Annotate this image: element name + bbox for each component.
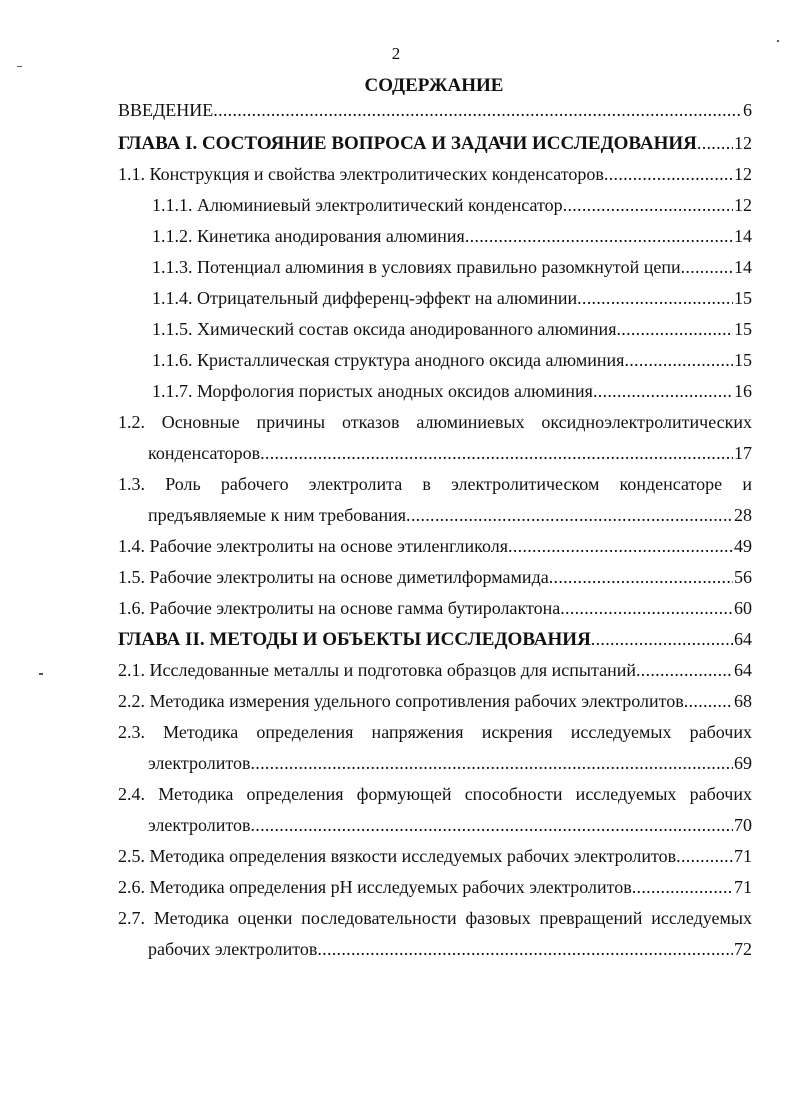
scan-speck: [17, 66, 22, 67]
toc-page-number: 14: [734, 257, 752, 277]
table-of-contents: [118, 95, 752, 965]
toc-page-number: 17: [734, 443, 752, 463]
toc-entry-text: 2.1. Исследованные металлы и подготовка образцов для испытаний: [118, 660, 636, 680]
toc-page-number: 60: [734, 598, 752, 618]
toc-entry: [118, 779, 752, 841]
toc-entry-continuation: электролитов: [148, 815, 251, 835]
toc-entry-introduction: [118, 95, 752, 126]
toc-entry-text: 2.2. Методика измерения удельного сопротивления рабочих электролитов: [118, 691, 684, 711]
toc-entry: [118, 841, 752, 872]
toc-entry: [118, 221, 752, 252]
toc-entry: [118, 469, 752, 531]
toc-entry: [118, 376, 752, 407]
toc-entry-text: 1.5. Рабочие электролиты на основе диметилформамида: [118, 567, 549, 587]
toc-entry-text: 1.1.1. Алюминиевый электролитический конденсатор: [152, 195, 563, 215]
toc-entry: [118, 159, 752, 190]
toc-entry-text: ВВЕДЕНИЕ: [118, 100, 214, 120]
toc-page-number: 68: [734, 691, 752, 711]
toc-entry: [118, 283, 752, 314]
toc-entry-continuation: рабочих электролитов: [148, 939, 318, 959]
toc-entry-chapter-1: [118, 128, 752, 159]
toc-entry-text: 1.2. Основные причины отказов алюминиевых оксидноэлектролитических: [118, 412, 752, 432]
toc-entry-text: 2.4. Методика определения формующей способности исследуемых рабочих: [118, 784, 752, 804]
toc-page-number: 56: [734, 567, 752, 587]
toc-page-number: 49: [734, 536, 752, 556]
toc-entry: [118, 717, 752, 779]
toc-entry-text: 1.1. Конструкция и свойства электролитических конденсаторов: [118, 164, 604, 184]
toc-entry: [118, 655, 752, 686]
toc-page-number: 71: [734, 846, 752, 866]
toc-entry: [118, 190, 752, 221]
toc-entry: [118, 314, 752, 345]
toc-page-number: 16: [734, 381, 752, 401]
toc-entry-continuation: конденсаторов: [148, 443, 261, 463]
page-title: СОДЕРЖАНИЕ: [364, 75, 504, 96]
page-number: 2: [391, 44, 401, 63]
toc-entry-text: 2.7. Методика оценки последовательности фазовых превращений исследуемых: [118, 908, 752, 928]
toc-entry-text: 1.1.4. Отрицательный дифференц-эффект на алюминии: [152, 288, 578, 308]
toc-entry-text: 1.4. Рабочие электролиты на основе этиленгликоля: [118, 536, 509, 556]
toc-entry-text: 2.5. Методика определения вязкости исследуемых рабочих электролитов: [118, 846, 677, 866]
toc-entry-text: 1.1.2. Кинетика анодирования алюминия: [152, 226, 465, 246]
toc-entry: [118, 593, 752, 624]
toc-entry-text: 2.3. Методика определения напряжения искрения исследуемых рабочих: [118, 722, 752, 742]
toc-entry: [118, 872, 752, 903]
toc-page-number: 64: [734, 660, 752, 680]
toc-page-number: 14: [734, 226, 752, 246]
toc-entry-text: 1.1.5. Химический состав оксида анодированного алюминия: [152, 319, 617, 339]
toc-page-number: 6: [743, 100, 752, 120]
toc-entry-continuation: предъявляемые к ним требования: [148, 505, 407, 525]
scan-speck: [39, 673, 43, 675]
toc-entry-text: 2.6. Методика определения pH исследуемых рабочих электролитов: [118, 877, 632, 897]
toc-page-number: 12: [734, 195, 752, 215]
toc-entry-text: 1.6. Рабочие электролиты на основе гамма бутиролактона: [118, 598, 561, 618]
toc-page-number: 12: [734, 164, 752, 184]
toc-entry: [118, 562, 752, 593]
toc-page-number: 15: [734, 288, 752, 308]
toc-entry-text: 1.3. Роль рабочего электролита в электролитическом конденсаторе и: [118, 474, 752, 494]
toc-entry: [118, 903, 752, 965]
toc-entry-text: ГЛАВА I. СОСТОЯНИЕ ВОПРОСА И ЗАДАЧИ ИССЛЕДОВАНИЯ: [118, 133, 697, 154]
toc-entry: [118, 686, 752, 717]
toc-entry-continuation: электролитов: [148, 753, 251, 773]
toc-entry: [118, 531, 752, 562]
scan-speck: [777, 40, 779, 42]
toc-entry: [118, 252, 752, 283]
toc-entry-text: 1.1.3. Потенциал алюминия в условиях правильно разомкнутой цепи: [152, 257, 681, 277]
toc-entry: [118, 407, 752, 469]
toc-page-number: 64: [734, 629, 752, 649]
toc-entry-chapter-2: [118, 624, 752, 655]
toc-page-number: 15: [734, 319, 752, 339]
toc-page-number: 69: [734, 753, 752, 773]
toc-page-number: 71: [734, 877, 752, 897]
toc-entry-text: 1.1.7. Морфология пористых анодных оксидов алюминия: [152, 381, 593, 401]
toc-page-number: 28: [734, 505, 752, 525]
toc-page-number: 72: [734, 939, 752, 959]
toc-entry-text: ГЛАВА II. МЕТОДЫ И ОБЪЕКТЫ ИССЛЕДОВАНИЯ: [118, 629, 591, 650]
toc-page-number: 70: [734, 815, 752, 835]
toc-page-number: 12: [734, 133, 752, 153]
toc-page-number: 15: [734, 350, 752, 370]
toc-entry-text: 1.1.6. Кристаллическая структура анодного оксида алюминия: [152, 350, 625, 370]
toc-entry: [118, 345, 752, 376]
